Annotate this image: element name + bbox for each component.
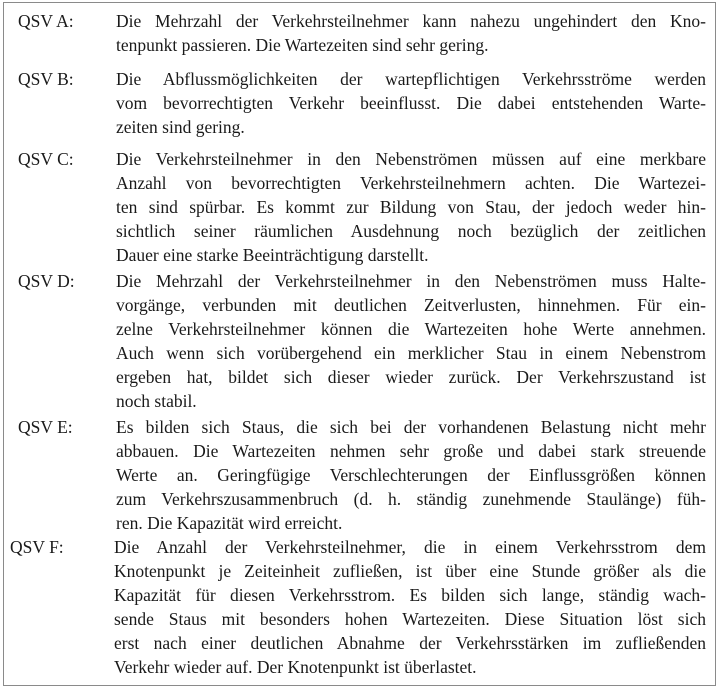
qsv-d-description (116, 269, 706, 413)
qsv-b-line-3: zeiten sind gering. (116, 117, 245, 137)
qsv-f-line-2: Knotenpunkt je Zeiteinheit zufließen, ist über eine Stunde größer als die (114, 561, 706, 581)
qsv-e-line-2: abbauen. Die Wartezeiten nehmen sehr große und dabei stark streuende (116, 441, 706, 461)
qsv-f-line-4: sende Staus mit besonders hohen Wartezeiten. Diese Situation löst sich (114, 609, 706, 629)
qsv-definitions-box (3, 2, 716, 686)
qsv-b-description (116, 67, 706, 139)
qsv-d-line-6: noch stabil. (116, 391, 197, 411)
qsv-f-line-6: Verkehr wieder auf. Der Knotenpunkt ist überlastet. (114, 657, 477, 677)
qsv-c-line-2: Anzahl von bevorrechtigten Verkehrsteilnehmern achten. Die Wartezei- (116, 173, 706, 193)
qsv-a-line-2: tenpunkt passieren. Die Wartezeiten sind sehr gering. (116, 35, 489, 55)
qsv-b-label: QSV B: (18, 69, 74, 89)
qsv-f-line-1: Die Anzahl der Verkehrsteilnehmer, die in einem Verkehrsstrom dem (114, 537, 706, 557)
qsv-a-description (116, 9, 706, 57)
qsv-c-description (116, 147, 706, 267)
qsv-c-line-5: Dauer eine starke Beeinträchtigung darstellt. (116, 245, 429, 265)
qsv-c-label: QSV C: (18, 149, 74, 169)
qsv-f-label: QSV F: (10, 537, 64, 557)
qsv-a-label: QSV A: (18, 11, 74, 31)
qsv-b-line-1: Die Abflussmöglichkeiten der wartepflichtigen Verkehrsströme werden (116, 69, 706, 89)
qsv-c-line-3: ten sind spürbar. Es kommt zur Bildung von Stau, der jedoch weder hin- (116, 197, 706, 217)
qsv-e-label: QSV E: (18, 417, 73, 437)
qsv-b-line-2: vom bevorrechtigten Verkehr beeinflusst. Die dabei entstehenden Warte- (116, 93, 706, 113)
qsv-d-line-4: Auch wenn sich vorübergehend ein merklicher Stau in einem Nebenstrom (116, 343, 706, 363)
qsv-d-label: QSV D: (18, 271, 75, 291)
qsv-e-line-4: zum Verkehrszusammenbruch (d. h. ständig zunehmende Staulänge) füh- (116, 489, 706, 509)
qsv-e-line-5: ren. Die Kapazität wird erreicht. (116, 513, 343, 533)
qsv-a-line-1: Die Mehrzahl der Verkehrsteilnehmer kann nahezu ungehindert den Kno- (116, 11, 706, 31)
qsv-c-line-4: sichtlich seiner räumlichen Ausdehnung noch bezüglich der zeitlichen (116, 221, 706, 241)
qsv-d-line-5: ergeben hat, bildet sich dieser wieder zurück. Der Verkehrszustand ist (116, 367, 706, 387)
qsv-e-description (116, 415, 706, 535)
qsv-d-line-3: zelne Verkehrsteilnehmer können die Wartezeiten hohe Werte annehmen. (116, 319, 706, 339)
qsv-e-line-3: Werte an. Geringfügige Verschlechterungen der Einflussgrößen können (116, 465, 706, 485)
qsv-f-line-3: Kapazität für diesen Verkehrsstrom. Es bilden sich lange, ständig wach- (114, 585, 706, 605)
qsv-f-line-5: erst nach einer deutlichen Abnahme der Verkehrsstärken im zufließenden (114, 633, 706, 653)
qsv-f-description (114, 535, 706, 679)
qsv-d-line-2: vorgänge, verbunden mit deutlichen Zeitverlusten, hinnehmen. Für ein- (116, 295, 706, 315)
qsv-c-line-1: Die Verkehrsteilnehmer in den Nebenströmen müssen auf eine merkbare (116, 149, 706, 169)
qsv-e-line-1: Es bilden sich Staus, die sich bei der vorhandenen Belastung nicht mehr (116, 417, 706, 437)
qsv-d-line-1: Die Mehrzahl der Verkehrsteilnehmer in den Nebenströmen muss Halte- (116, 271, 706, 291)
